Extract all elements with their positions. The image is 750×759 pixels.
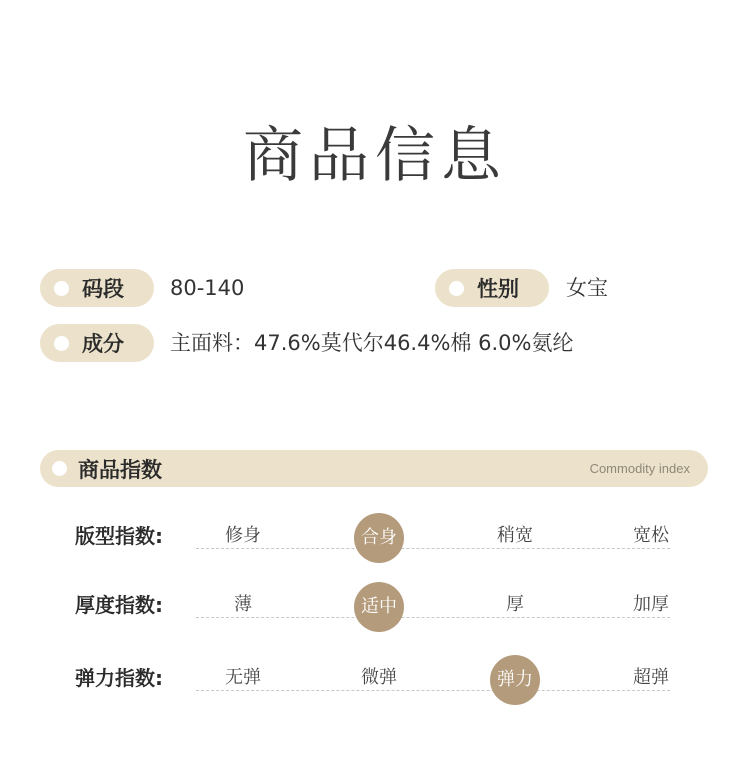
index-option: 超弹	[633, 667, 669, 688]
index-option: 稍宽	[497, 525, 533, 546]
index-option: 加厚	[633, 594, 669, 615]
thickness-index-row	[0, 577, 750, 633]
material-label-pill	[40, 324, 154, 362]
elasticity-index-row	[0, 650, 750, 706]
index-option: 修身	[225, 525, 261, 546]
index-row-label: 版型指数:	[75, 524, 163, 548]
bullet-dot-icon	[54, 336, 69, 351]
gender-value: 女宝	[566, 276, 608, 300]
commodity-index-title: 商品指数	[78, 457, 162, 482]
index-option: 无弹	[225, 667, 261, 688]
commodity-index-header	[40, 450, 708, 487]
gender-label: 性别	[477, 277, 519, 301]
fit-index-row	[0, 508, 750, 564]
bullet-dot-icon	[449, 281, 464, 296]
size-label: 码段	[82, 277, 124, 301]
commodity-index-subtitle: Commodity index	[589, 461, 690, 476]
page-title: 商品信息	[243, 121, 507, 191]
bullet-dot-icon	[54, 281, 69, 296]
material-label: 成分	[82, 332, 124, 356]
index-option: 薄	[234, 594, 252, 615]
index-option-selected: 弹力	[490, 655, 540, 705]
index-option: 宽松	[633, 525, 669, 546]
material-value: 主面料：47.6%莫代尔46.4%棉 6.0%氨纶	[170, 331, 574, 355]
index-option-selected: 适中	[354, 582, 404, 632]
size-value: 80-140	[170, 276, 245, 300]
index-row-label: 弹力指数:	[75, 666, 163, 690]
index-option-selected: 合身	[354, 513, 404, 563]
bullet-dot-icon	[52, 461, 67, 476]
index-option: 厚	[506, 594, 524, 615]
index-row-label: 厚度指数:	[75, 593, 163, 617]
size-label-pill	[40, 269, 154, 307]
index-option: 微弹	[361, 667, 397, 688]
gender-label-pill	[435, 269, 549, 307]
